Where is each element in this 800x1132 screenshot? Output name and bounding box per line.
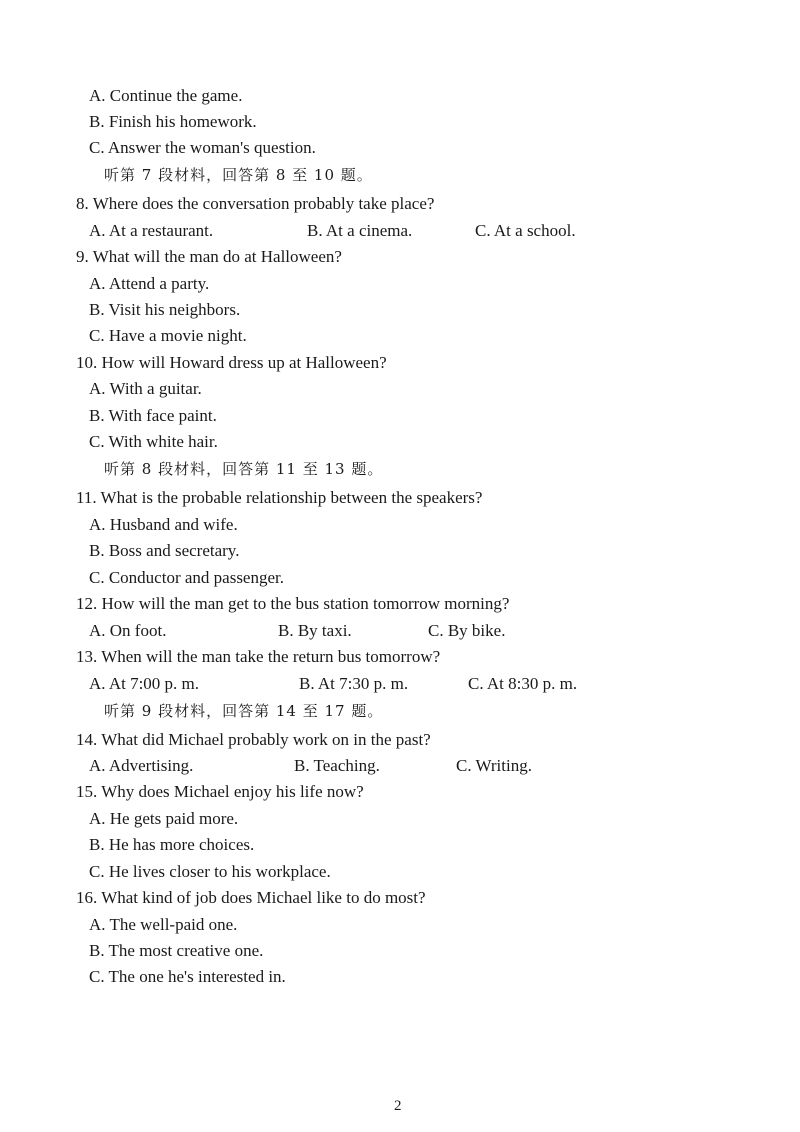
option-10-c: C. With white hair. xyxy=(89,432,218,451)
option-7-a: A. Continue the game. xyxy=(89,86,243,105)
option-8-a: A. At a restaurant. xyxy=(89,221,214,240)
option-14-b: B. Teaching. xyxy=(294,756,380,775)
option-12-a: A. On foot. xyxy=(89,621,167,640)
option-13-b: B. At 7:30 p. m. xyxy=(299,674,409,693)
option-15-c: C. He lives closer to his workplace. xyxy=(89,862,331,881)
question-14: 14. What did Michael probably work on in the past? xyxy=(76,730,431,749)
question-11: 11. What is the probable relationship between the speakers? xyxy=(76,488,483,507)
option-9-c: C. Have a movie night. xyxy=(89,326,247,345)
option-15-b: B. He has more choices. xyxy=(89,835,255,854)
option-12-c: C. By bike. xyxy=(428,621,506,640)
option-13-a: A. At 7:00 p. m. xyxy=(89,674,200,693)
option-14-a: A. Advertising. xyxy=(89,756,194,775)
option-8-c: C. At a school. xyxy=(475,221,576,240)
section-instruction-8: 听第 8 段材料，回答第 11 至 13 题。 xyxy=(104,460,384,478)
section-instruction-9: 听第 9 段材料，回答第 14 至 17 题。 xyxy=(104,702,384,720)
option-7-b: B. Finish his homework. xyxy=(89,112,257,131)
question-9: 9. What will the man do at Halloween? xyxy=(76,247,342,266)
question-12: 12. How will the man get to the bus station tomorrow morning? xyxy=(76,594,510,613)
option-12-b: B. By taxi. xyxy=(278,621,352,640)
option-13-c: C. At 8:30 p. m. xyxy=(468,674,578,693)
option-9-b: B. Visit his neighbors. xyxy=(89,300,241,319)
option-16-b: B. The most creative one. xyxy=(89,941,264,960)
option-16-a: A. The well-paid one. xyxy=(89,915,238,934)
question-15: 15. Why does Michael enjoy his life now? xyxy=(76,782,364,801)
section-instruction-7: 听第 7 段材料，回答第 8 至 10 题。 xyxy=(104,166,373,184)
page-number: 2 xyxy=(394,1098,402,1114)
option-11-b: B. Boss and secretary. xyxy=(89,541,240,560)
option-9-a: A. Attend a party. xyxy=(89,274,210,293)
option-10-b: B. With face paint. xyxy=(89,406,217,425)
option-11-a: A. Husband and wife. xyxy=(89,515,238,534)
option-11-c: C. Conductor and passenger. xyxy=(89,568,284,587)
option-10-a: A. With a guitar. xyxy=(89,379,202,398)
question-13: 13. When will the man take the return bus tomorrow? xyxy=(76,647,441,666)
option-16-c: C. The one he's interested in. xyxy=(89,967,286,986)
option-14-c: C. Writing. xyxy=(456,756,532,775)
question-10: 10. How will Howard dress up at Halloween? xyxy=(76,353,387,372)
option-15-a: A. He gets paid more. xyxy=(89,809,239,828)
option-8-b: B. At a cinema. xyxy=(307,221,413,240)
question-8: 8. Where does the conversation probably take place? xyxy=(76,194,435,213)
option-7-c: C. Answer the woman's question. xyxy=(89,138,316,157)
question-16: 16. What kind of job does Michael like to do most? xyxy=(76,888,426,907)
